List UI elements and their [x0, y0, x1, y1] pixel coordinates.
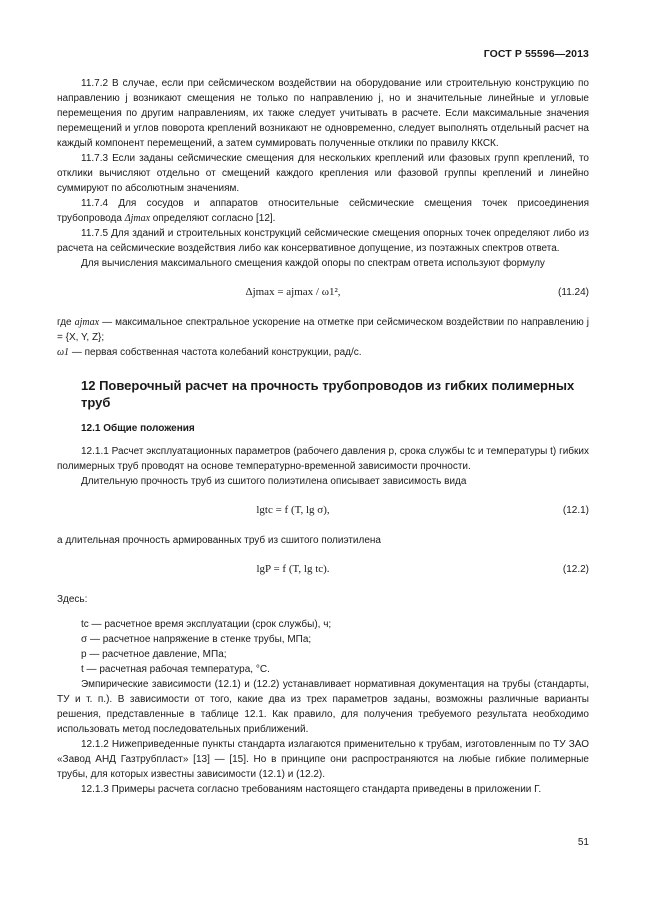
where-line-1-text: — максимальное спектральное ускорение на отметке при сейсмическом воздействии по направлению j = {X, Y, Z};: [57, 317, 589, 343]
paragraph-11-7-2: 11.7.2 В случае, если при сейсмическом воздействии на оборудование или строительную конструкцию по направлению j возникают смещения не только по направлению j, но и значительные линейные и угловые перемещения по другим направлениям, их также следует учитывать в расчете. Если максимальные значения перемещений и углов поворота креплений возникают не одновременно, следует выполнять отдельный расчет на каждый компонент перемещений, а затем суммировать полученные отклики по правилу ККСК.: [57, 78, 589, 149]
where-line-2-text: — первая собственная частота колебаний конструкции, рад/с.: [71, 347, 362, 358]
page-body: [57, 76, 589, 797]
definition-item: p — расчетное давление, МПа;: [81, 649, 227, 660]
here-label: Здесь:: [57, 594, 88, 605]
formula-number: (11.24): [558, 287, 589, 298]
formula-number: (12.1): [562, 505, 589, 516]
definition-item: tc — расчетное время эксплуатации (срок службы), ч;: [81, 619, 332, 630]
paragraph-durability: Длительную прочность труб из сшитого полиэтилена описывает зависимость вида: [81, 476, 467, 487]
formula-expression: Δjmax = ajmax / ω1²,: [245, 286, 341, 298]
definitions-list: [57, 617, 589, 677]
section-12-1-title: 12.1 Общие положения: [81, 423, 195, 434]
a-max-symbol: ajmax: [74, 317, 100, 328]
paragraph-12-1-2: 12.1.2 Нижеприведенные пункты стандарта излагаются применительно к трубам, изготовленным по ТУ ЗАО «Завод АНД Газтрубпласт» [13] — [15]. Но в принципе они распространяются на любые гибкие полимерные трубы, для которых известны зависимости (12.1) и (12.2).: [57, 739, 589, 780]
formula-11-24: [57, 285, 589, 303]
paragraph-12-1-3: 12.1.3 Примеры расчета согласно требованиям настоящего стандарта приведены в приложении Г.: [81, 784, 542, 795]
page-number: 51: [577, 837, 589, 848]
formula-expression: lgtc = f (T, lg σ),: [256, 504, 330, 516]
document-id-header: ГОСТ Р 55596—2013: [483, 48, 589, 60]
paragraph-formula-intro: Для вычисления максимального смещения каждой опоры по спектрам ответа используют формулу: [81, 258, 545, 269]
where-line-2: [57, 345, 589, 360]
paragraph-11-7-4-tail: определяют согласно [12].: [152, 213, 276, 224]
omega-symbol: ω1: [57, 347, 70, 358]
delta-symbol: Δjmax: [124, 213, 151, 224]
paragraph-11-7-5: 11.7.5 Для зданий и строительных конструкций сейсмические смещения опорных точек определяют либо из расчета на сейсмические воздействия либо как консервативное допущение, из поэтажных спектров ответа.: [57, 228, 589, 254]
paragraph-11-7-4-text: 11.7.4 Для сосудов и аппаратов относительные сейсмические смещения точек присоединения трубопровода: [57, 198, 589, 224]
paragraph-11-7-3: 11.7.3 Если заданы сейсмические смещения для нескольких креплений или фазовых групп креплений, то отклики вычисляют отдельно от смещений каждого крепления или фазовой группы креплений и линейно суммируют по абсолютным значениям.: [57, 153, 589, 194]
definition-item: σ — расчетное напряжение в стенке трубы, МПа;: [81, 634, 312, 645]
where-line-1: [57, 315, 589, 345]
section-12-title: 12 Поверочный расчет на прочность трубопроводов из гибких полимерных труб: [81, 378, 575, 410]
paragraph-between-formulas: а длительная прочность армированных труб из сшитого полиэтилена: [57, 535, 381, 546]
formula-expression: lgP = f (T, lg tc).: [256, 563, 330, 575]
definition-item: t — расчетная рабочая температура, °С.: [81, 664, 270, 675]
paragraph-12-1-1: 12.1.1 Расчет эксплуатационных параметров (рабочего давления p, срока службы tc и температуры t) гибких полимерных труб проводят на основе температурно-временной зависимости прочности.: [57, 446, 589, 472]
paragraph-empirical: Эмпирические зависимости (12.1) и (12.2) устанавливает нормативная документация на трубы (стандарты, ТУ и т. п.). В зависимости от того, какие два из трех параметров заданы, возможны различные варианты решения, представленные в таблице 12.1. Как правило, для получения требуемого результата необходимо использовать метод последовательных приближений.: [57, 679, 589, 735]
formula-12-2: [57, 562, 589, 580]
formula-12-1: [57, 503, 589, 521]
formula-number: (12.2): [562, 564, 589, 575]
where-label: где: [57, 317, 72, 328]
paragraph-11-7-4: [57, 196, 589, 226]
